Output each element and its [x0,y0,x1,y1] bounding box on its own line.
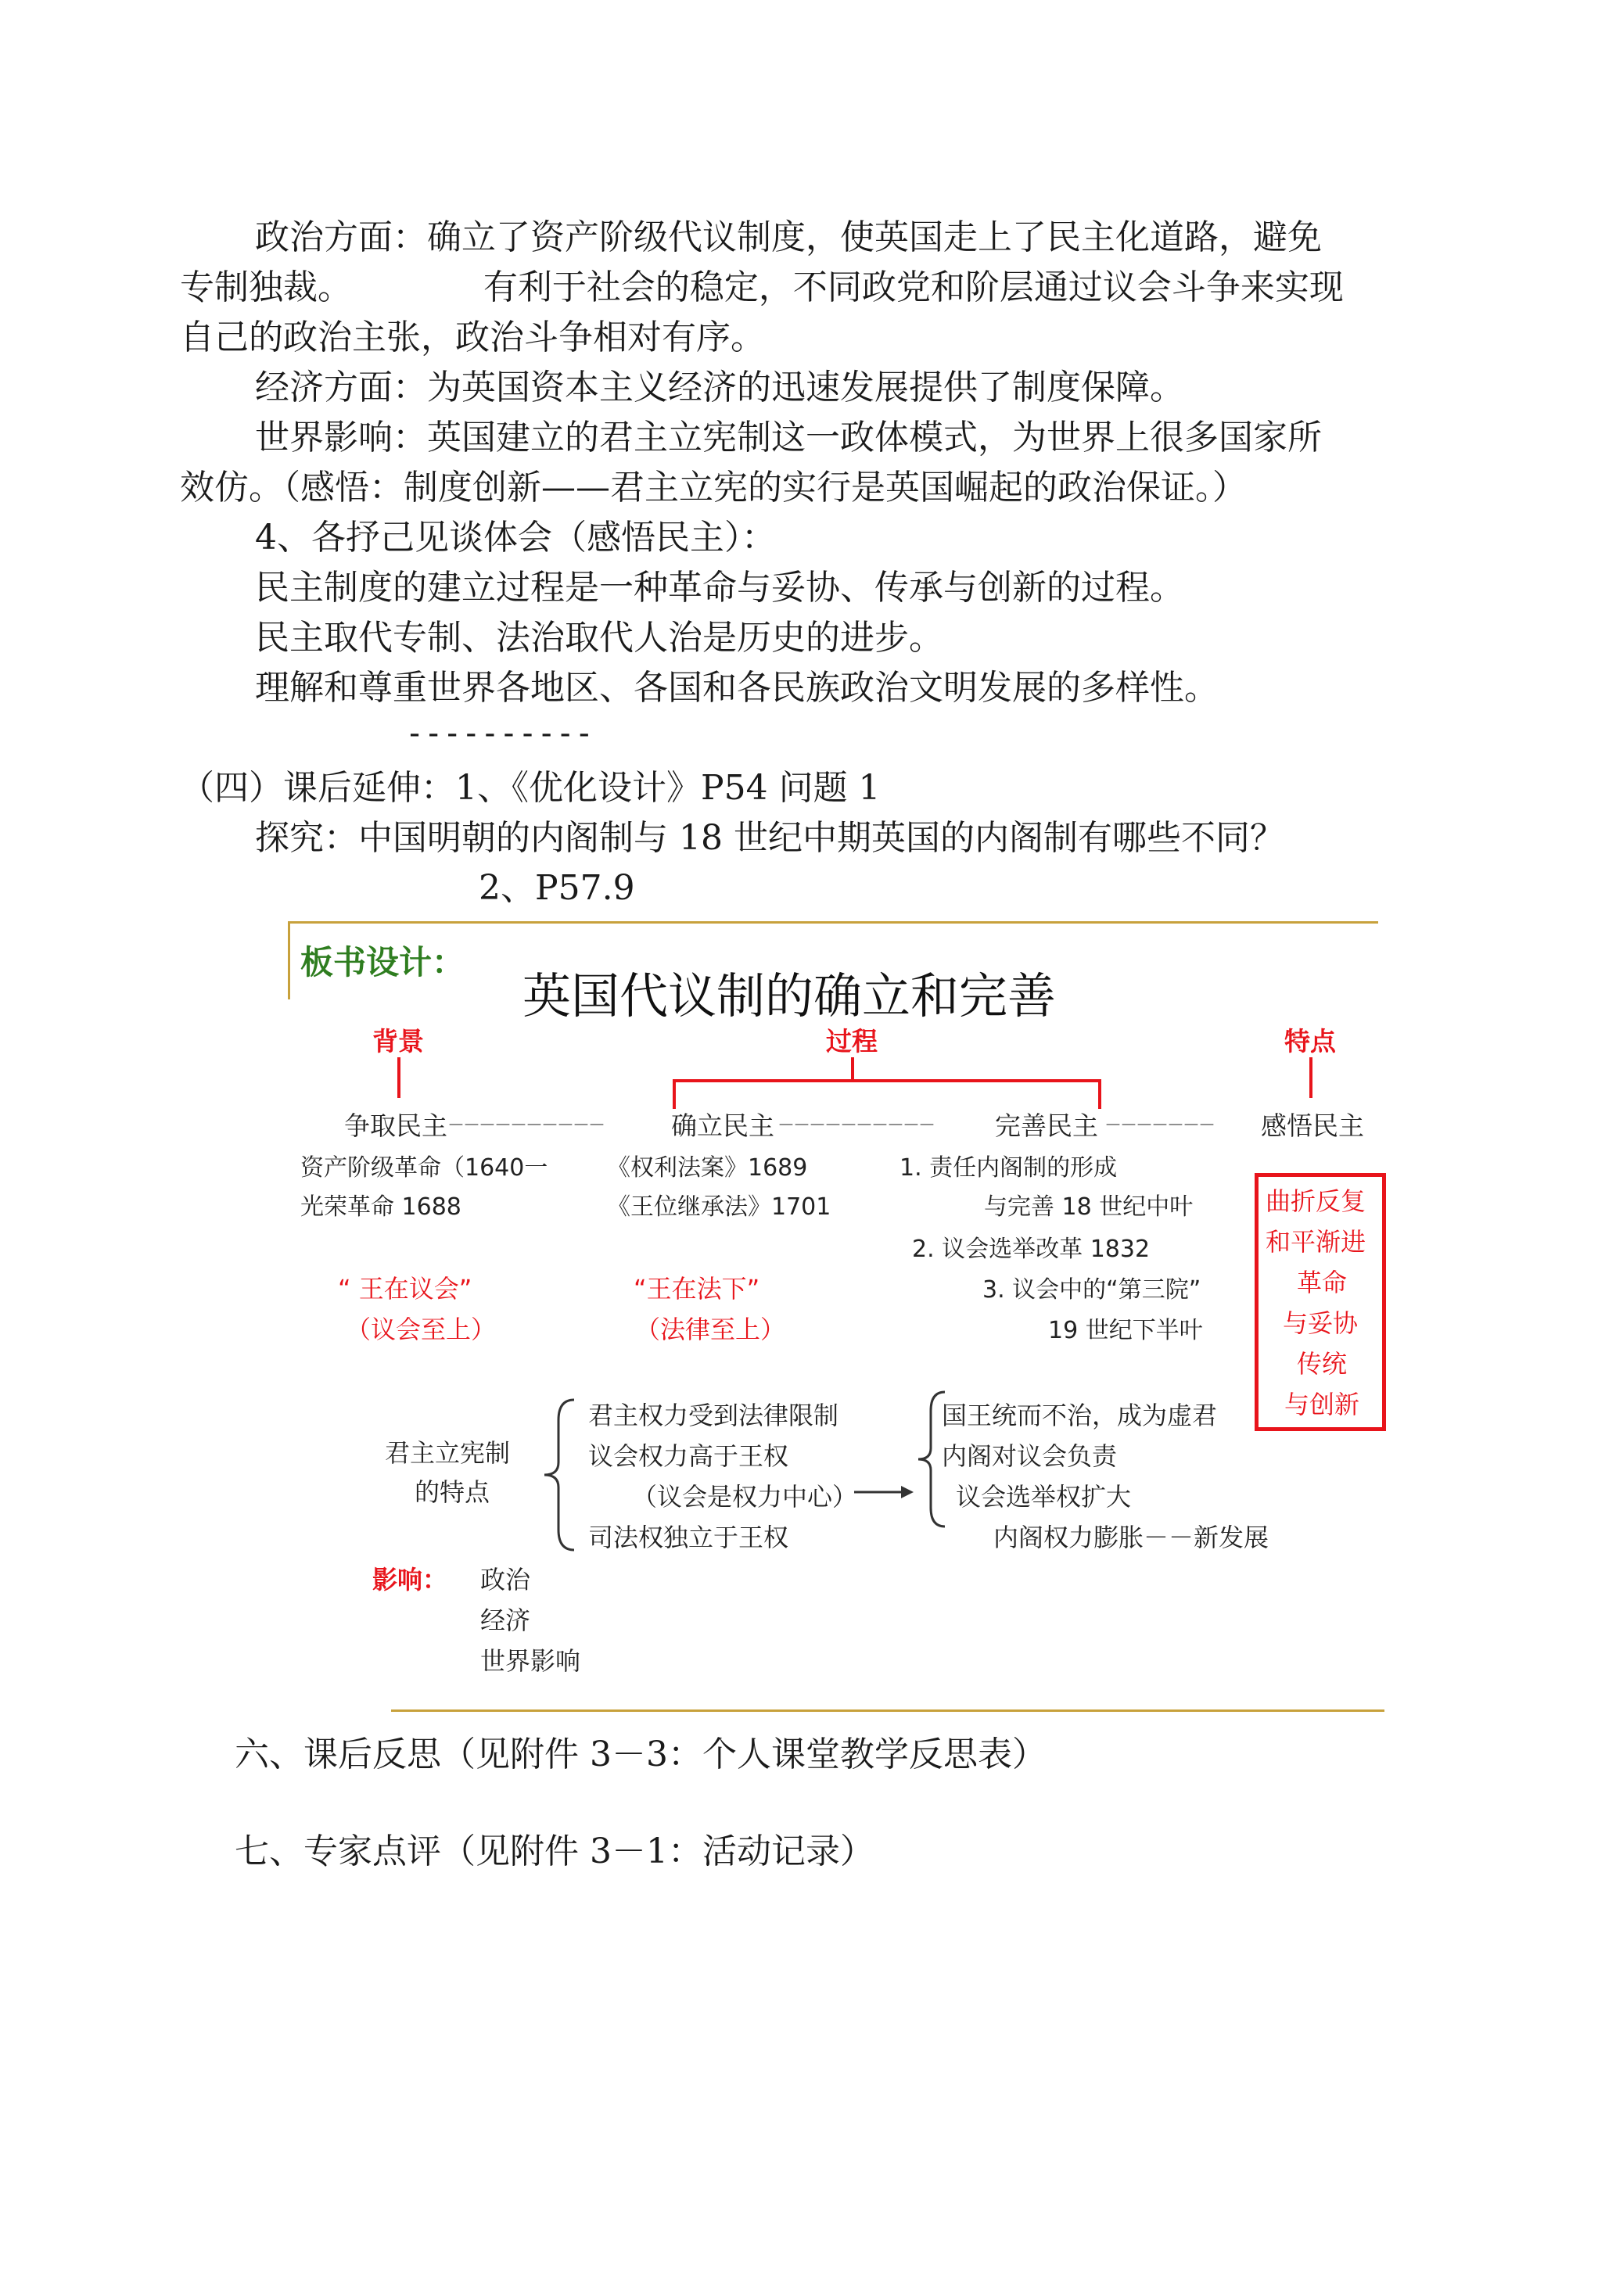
quote-law-supreme: （法律至上） [635,1315,786,1344]
arrow-right-icon [853,1483,915,1501]
paragraph-p57: 2、P57.9 [479,868,635,908]
feature-3: （议会是权力中心） [632,1482,858,1512]
connector-process-bar [673,1079,1101,1082]
label-process: 过程 [826,1026,878,1057]
quote-king-under-law: “王在法下” [634,1274,760,1304]
stage1-detail-1: 资产阶级革命（1640一 [300,1154,548,1182]
paragraph-reflection: 六、课后反思（见附件 3－3：个人课堂教学反思表） [235,1735,1047,1774]
paragraph-heading-4: 4、各抒己见谈体会（感悟民主）： [255,518,776,558]
label-background: 背景 [372,1026,424,1057]
stage1-detail-2: 光荣革命 1688 [300,1193,461,1221]
paragraph-politics-line3: 自己的政治主张，政治斗争相对有序。 [180,317,765,357]
feature-box-line-4: 与妥协 [1283,1308,1359,1338]
board-left-rule [288,921,290,999]
feature-box-line-2: 和平渐进 [1266,1227,1366,1257]
stage3-detail-1: 1. 责任内阁制的形成 [899,1154,1118,1182]
paragraph-democracy-process: 民主制度的建立过程是一种革命与妥协、传承与创新的过程。 [255,568,1184,608]
connector-process-stem [851,1057,854,1081]
development-4: 内阁权力膨胀－－新发展 [993,1523,1269,1552]
paragraph-inquiry: 探究：中国明朝的内阁制与 18 世纪中期英国的内阁制有哪些不同？ [255,818,1284,858]
development-1: 国王统而不治，成为虚君 [942,1401,1218,1430]
feature-box-line-6: 与创新 [1284,1390,1360,1419]
impact-economy: 经济 [480,1605,531,1635]
stage3-detail-4: 3. 议会中的“第三院” [982,1276,1201,1304]
paragraph-world-line1: 世界影响：英国建立的君主立宪制这一政体模式，为世界上很多国家所 [255,418,1322,457]
paragraph-world-line2: 效仿。（感悟：制度创新——君主立宪的实行是英国崛起的政治保证。） [180,468,1247,508]
connector-feature [1309,1057,1312,1098]
board-title: 英国代议制的确立和完善 [522,967,1057,1024]
impact-world: 世界影响 [480,1646,581,1676]
stage2-detail-1: 《权利法案》1689 [607,1154,808,1182]
development-3: 议会选举权扩大 [956,1482,1132,1512]
left-brace-icon-2 [914,1389,948,1530]
board-bottom-rule [391,1709,1384,1712]
development-2: 内阁对议会负责 [942,1441,1118,1471]
stage-improve: 完善民主 [995,1110,1098,1141]
feature-1: 君主权力受到法律限制 [588,1401,839,1430]
feature-box-line-1: 曲折反复 [1266,1186,1366,1216]
paragraph-diversity: 理解和尊重世界各地区、各国和各民族政治文明发展的多样性。 [255,668,1219,708]
stage-strive: 争取民主 [344,1110,447,1141]
impact-label: 影响： [372,1565,448,1595]
feature-box-line-5: 传统 [1297,1349,1348,1379]
board-top-rule [288,921,1378,924]
feature-title-1: 君主立宪制 [385,1438,511,1468]
connector-process-right [1098,1079,1101,1109]
stage3-detail-5: 19 世纪下半叶 [1048,1317,1203,1344]
paragraph-politics-line2: 专制独裁。 有利于社会的稳定，不同政党和阶层通过议会斗争来实现 [180,267,1344,307]
board-label: 板书设计： [300,943,465,981]
stage-dash-3: －－－－－－－ [1104,1116,1215,1135]
paragraph-extension: （四）课后延伸：1、《优化设计》P54 问题 1 [180,768,881,808]
quote-king-in-parliament: “ 王在议会” [338,1274,472,1304]
connector-process-left [673,1079,676,1109]
stage3-detail-3: 2. 议会选举改革 1832 [912,1236,1151,1263]
paragraph-expert-review: 七、专家点评（见附件 3－1：活动记录） [235,1831,874,1871]
feature-box-line-3: 革命 [1297,1268,1348,1297]
stage3-detail-2: 与完善 18 世纪中叶 [984,1193,1194,1221]
stage-dash-1: －－－－－－－－－－ [447,1116,605,1135]
impact-politics: 政治 [480,1565,531,1595]
quote-parliament-supreme: （议会至上） [346,1315,497,1344]
feature-4: 司法权独立于王权 [588,1523,789,1552]
stage-perceive: 感悟民主 [1261,1110,1364,1141]
stage-establish: 确立民主 [671,1110,774,1141]
label-feature: 特点 [1284,1026,1336,1057]
dash-separator: ---------- [405,716,594,752]
connector-bg [397,1057,400,1098]
feature-title-2: 的特点 [415,1477,490,1507]
feature-2: 议会权力高于王权 [588,1441,789,1471]
paragraph-politics-line1: 政治方面：确立了资产阶级代议制度，使英国走上了民主化道路，避免 [255,217,1322,257]
stage2-detail-2: 《王位继承法》1701 [607,1193,831,1221]
left-brace-icon [540,1397,579,1553]
paragraph-democracy-progress: 民主取代专制、法治取代人治是历史的进步。 [255,618,943,658]
feature-box [1255,1173,1386,1431]
stage-dash-2: －－－－－－－－－－ [777,1116,935,1135]
paragraph-economy: 经济方面：为英国资本主义经济的迅速发展提供了制度保障。 [255,368,1184,407]
